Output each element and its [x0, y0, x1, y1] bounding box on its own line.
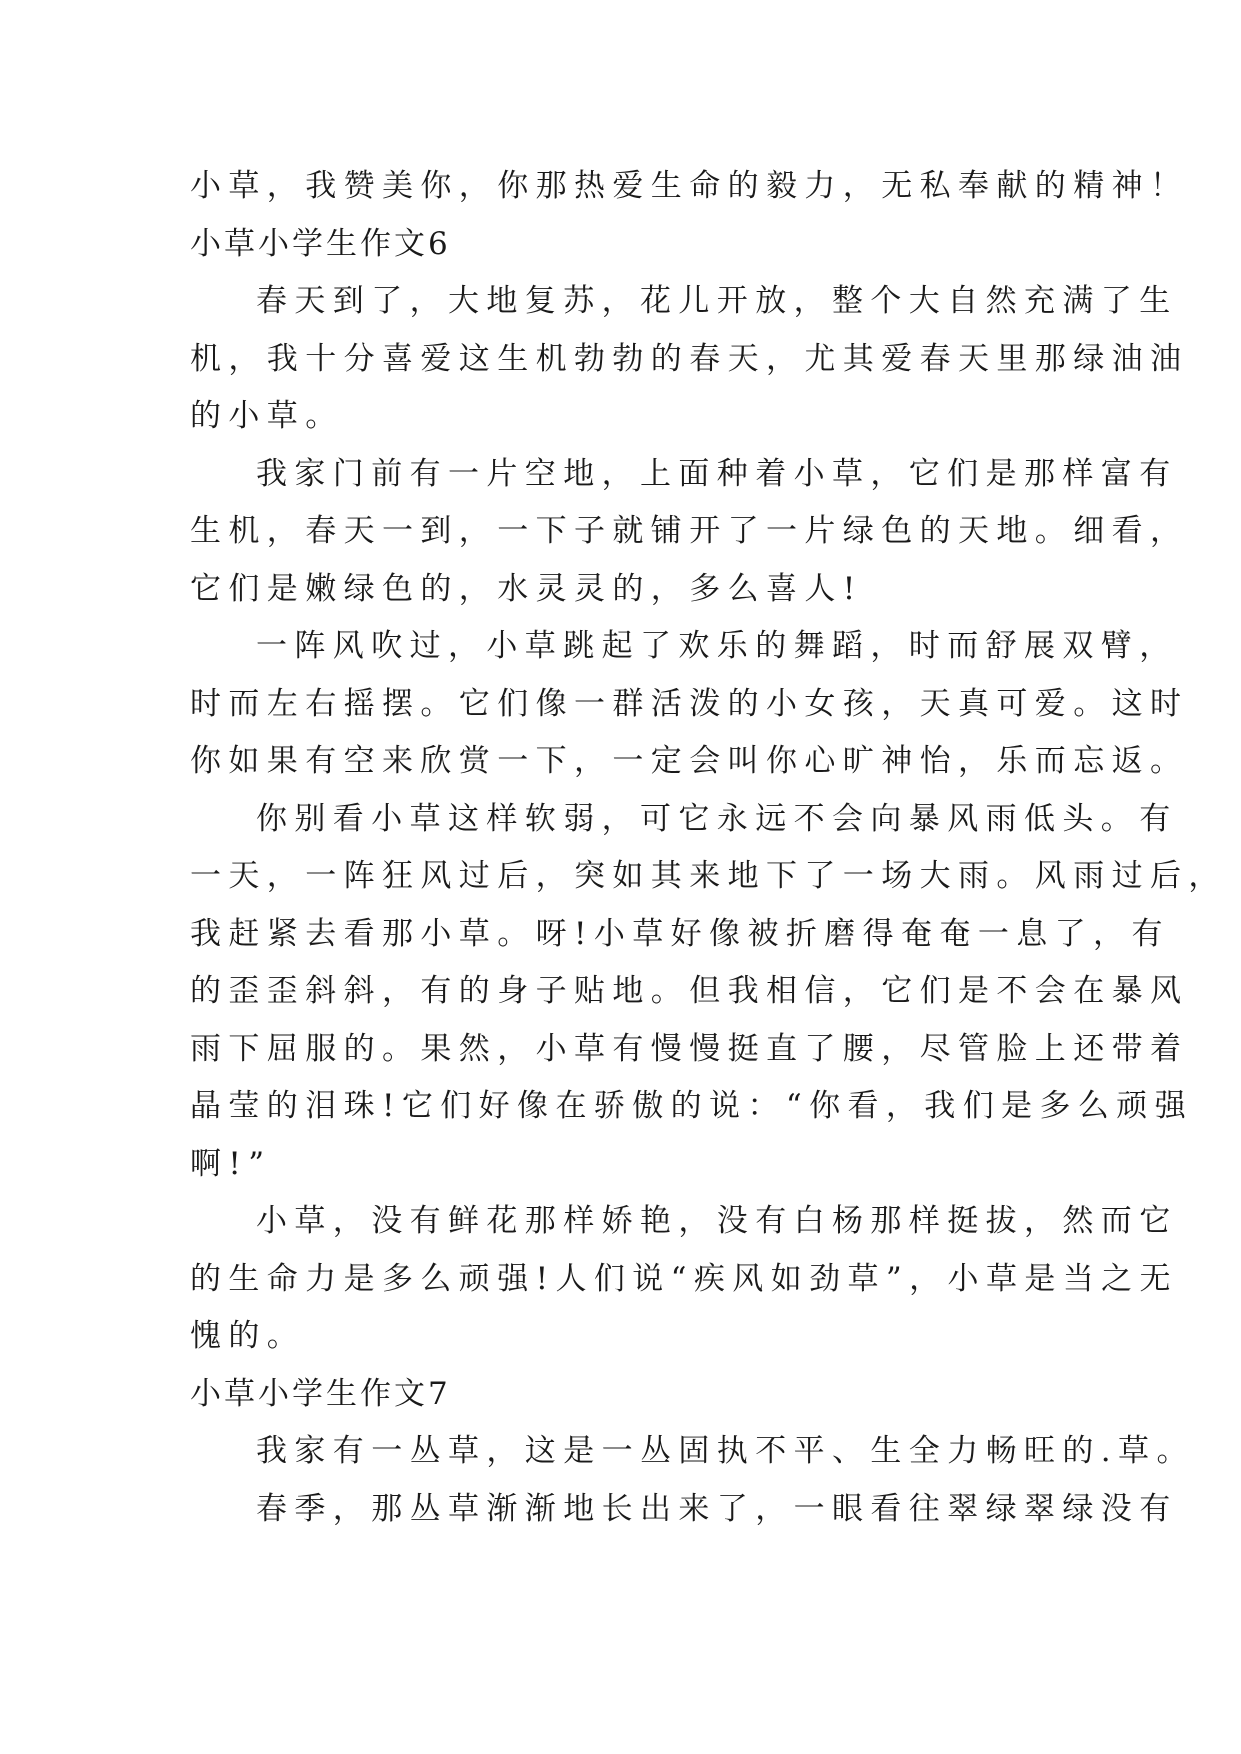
paragraph-line: 雨下屈服的。果然，小草有慢慢挺直了腰，尽管脸上还带着: [190, 1030, 1189, 1067]
essay-heading: 小草小学生作文6: [190, 225, 451, 262]
paragraph-line: 你如果有空来欣赏一下，一定会叫你心旷神怡，乐而忘返。: [190, 743, 1189, 779]
paragraph-line: 一阵风吹过，小草跳起了欢乐的舞蹈，时而舒展双臂，: [256, 628, 1178, 664]
paragraph-line: 的生命力是多么顽强!人们说“疾风如劲草”，小草是当之无: [190, 1260, 1178, 1297]
paragraph-line: 的小草。: [190, 398, 344, 434]
paragraph: [190, 273, 1189, 446]
paragraph-line: 时而左右摇摆。它们像一群活泼的小女孩，天真可爱。这时: [190, 685, 1189, 722]
paragraph-line: 春天到了，大地复苏，花儿开放，整个大自然充满了生: [256, 283, 1178, 319]
paragraph: [190, 618, 1189, 791]
paragraph-line: 我家有一丛草，这是一丛固执不平、生全力畅旺的.草。: [256, 1433, 1195, 1469]
paragraph: [190, 1481, 1178, 1539]
paragraph-line: 小草，没有鲜花那样娇艳，没有白杨那样挺拔，然而它: [256, 1203, 1178, 1239]
paragraph-line: 一天，一阵狂风过后，突如其来地下了一场大雨。风雨过后，: [190, 858, 1227, 894]
paragraph-line: 机，我十分喜爱这生机勃勃的春天，尤其爱春天里那绿油油: [190, 340, 1189, 377]
paragraph: [190, 158, 1189, 216]
paragraph-line: 的歪歪斜斜，有的身子贴地。但我相信，它们是不会在暴风: [190, 973, 1189, 1009]
essay-heading: 小草小学生作文7: [190, 1375, 451, 1412]
paragraph-line: 生机，春天一到，一下子就铺开了一片绿色的天地。细看，: [190, 513, 1189, 549]
essay-body: [190, 158, 1227, 1538]
paragraph-line: 我家门前有一片空地，上面种着小草，它们是那样富有: [256, 455, 1178, 492]
paragraph: [190, 1423, 1195, 1481]
paragraph-line: 你别看小草这样软弱，可它永远不会向暴风雨低头。有: [256, 800, 1178, 837]
paragraph-line: 春季，那丛草渐渐地长出来了，一眼看往翠绿翠绿没有: [256, 1490, 1178, 1527]
paragraph: [190, 1193, 1178, 1366]
paragraph-line: 晶莹的泪珠!它们好像在骄傲的说：“你看，我们是多么顽强: [190, 1088, 1194, 1124]
paragraph-line: 啊!”: [190, 1145, 272, 1182]
paragraph: [190, 446, 1189, 619]
paragraph-line: 我赶紧去看那小草。呀!小草好像被折磨得奄奄一息了，有: [190, 915, 1170, 952]
paragraph-line: 小草，我赞美你，你那热爱生命的毅力，无私奉献的精神！: [190, 168, 1189, 204]
paragraph-line: 它们是嫩绿色的，水灵灵的，多么喜人!: [190, 570, 863, 607]
paragraph-line: 愧的。: [190, 1318, 306, 1354]
paragraph: [190, 791, 1227, 1194]
